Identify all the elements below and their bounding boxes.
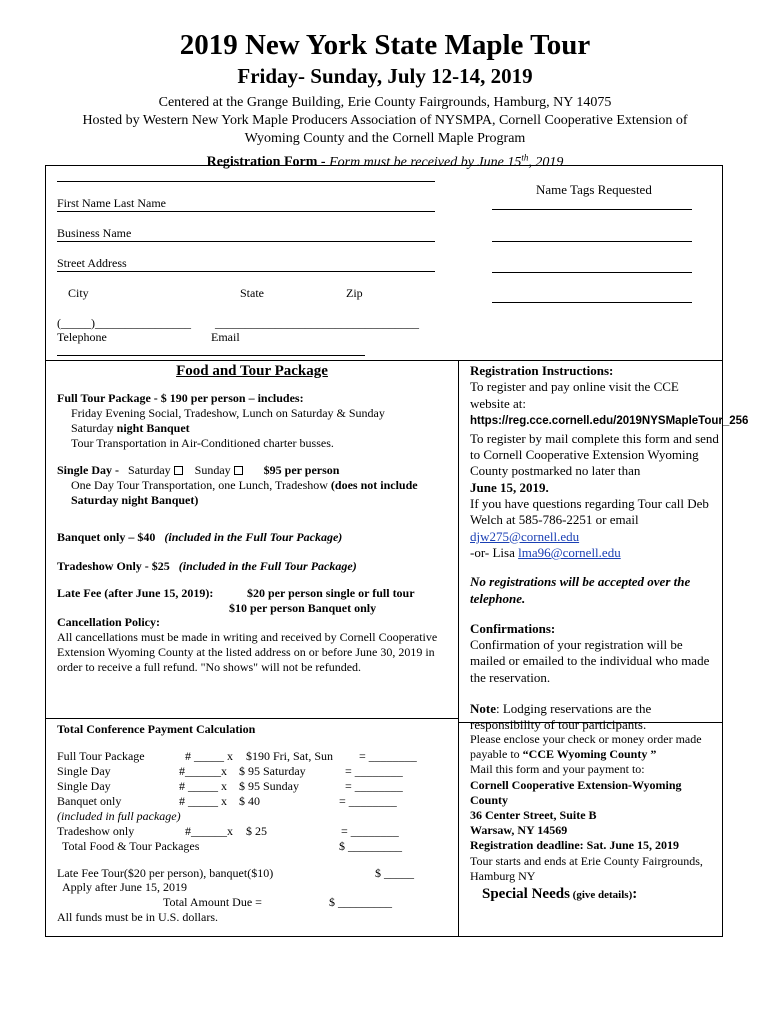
single-day-includes: One Day Tour Transportation, one Lunch, Tradeshow xyxy=(71,478,331,492)
email-link-deb[interactable]: djw275@cornell.edu xyxy=(470,528,580,544)
email-label: Email xyxy=(211,330,240,344)
street-address-label: Street Address xyxy=(57,256,127,270)
email-link-lisa[interactable]: lma96@cornell.edu xyxy=(518,544,621,560)
event-dates: Friday- Sunday, July 12-14, 2019 xyxy=(237,64,533,88)
first-last-name-field[interactable] xyxy=(57,181,435,182)
registration-deadline-final: Registration deadline: Sat. June 15, 2019 xyxy=(470,838,680,853)
mail-street: 36 Center Street, Suite B xyxy=(470,808,597,823)
payment-title: Total Conference Payment Calculation xyxy=(57,722,256,736)
mail-org: Cornell Cooperative Extension-Wyoming County xyxy=(470,777,682,807)
city-label: City xyxy=(68,286,89,300)
no-phone-registration: No registrations will be accepted over the telephone. xyxy=(470,574,691,606)
zip-label: Zip xyxy=(346,286,363,300)
full-tour-includes-1: Friday Evening Social, Tradeshow, Lunch on Saturday & Sunday xyxy=(71,406,385,420)
full-tour-amount-field[interactable]: = ________ xyxy=(359,749,417,763)
section-divider-left xyxy=(45,718,459,719)
special-needs-label: Special Needs (give details): xyxy=(482,886,638,903)
total-due-amount-field[interactable]: $ _________ xyxy=(329,895,392,909)
state-label: State xyxy=(240,286,264,300)
banquet-amount-field[interactable]: = ________ xyxy=(339,794,397,808)
instructions-title: Registration Instructions: xyxy=(470,363,614,378)
sunday-amount-field[interactable]: = ________ xyxy=(345,779,403,793)
payment-row-sunday: Single Day # _____ x $ 95 Sunday = ________ xyxy=(57,779,403,793)
instructions-contact: If you have questions regarding Tour call Deb Welch at 585-786-2251 or email xyxy=(470,496,709,528)
late-fee-label: Late Fee (after June 15, 2019): xyxy=(57,586,214,600)
included-note: (included in full package) xyxy=(57,809,181,823)
hosts-line-2: Wyoming County and the Cornell Maple Program xyxy=(244,131,526,146)
instructions-online: To register and pay online visit the CCE website at: xyxy=(470,379,679,411)
payment-row-saturday: Single Day #______x $ 95 Saturday = ________ xyxy=(57,764,403,778)
late-fee-apply: Apply after June 15, 2019 xyxy=(62,880,187,894)
late-fee-amount-field[interactable]: $ _____ xyxy=(375,866,414,880)
full-tour-title: Full Tour Package - $ 190 per person – includes: xyxy=(57,391,304,405)
full-tour-includes-3: Tour Transportation in Air-Conditioned charter busses. xyxy=(71,436,334,450)
section-divider-top xyxy=(45,360,723,361)
single-day-excludes-2: Saturday night Banquet) xyxy=(71,493,199,507)
tour-start-location: Tour starts and ends at Erie County Fairgrounds, Hamburg NY xyxy=(470,853,703,883)
saturday-checkbox[interactable] xyxy=(174,466,183,475)
confirmations-text: Confirmation of your registration will be mailed or emailed to the individual who made the reservation. xyxy=(470,637,710,685)
column-divider xyxy=(458,360,459,937)
mail-to-label: Mail this form and your payment to: xyxy=(470,762,645,777)
registration-url-link[interactable]: https://reg.cce.cornell.edu/2019NYSMapleTour_256 xyxy=(470,414,749,427)
name-tag-field-3[interactable] xyxy=(492,272,692,273)
confirmations-title: Confirmations: xyxy=(470,620,556,636)
mail-instructions xyxy=(470,732,718,903)
tradeshow-only: Tradeshow Only - $25 (included in the Full Tour Package) xyxy=(57,559,357,573)
telephone-label: Telephone xyxy=(57,330,107,344)
form-header xyxy=(0,28,770,172)
late-fee-single: $20 per person single or full tour xyxy=(247,586,415,600)
saturday-option-label: Saturday xyxy=(128,463,171,477)
contact-bottom-rule xyxy=(57,355,365,356)
postmark-deadline: June 15, 2019. xyxy=(470,479,549,495)
funds-note: All funds must be in U.S. dollars. xyxy=(57,910,218,924)
name-tag-field-4[interactable] xyxy=(492,302,692,303)
registration-deadline: Form must be received by June 15th, 2019 xyxy=(329,152,564,170)
payable-to: Please enclose your check or money order made payable to “CCE Wyoming County ” xyxy=(470,732,702,762)
payment-row-total-food: Total Food & Tour Packages $ _________ xyxy=(62,839,402,853)
sunday-checkbox[interactable] xyxy=(234,466,243,475)
or-lisa: -or- Lisa xyxy=(470,544,519,560)
page-title: 2019 New York State Maple Tour xyxy=(179,29,591,61)
food-heading: Food and Tour Package xyxy=(176,363,328,379)
registration-form-label: Registration Form - xyxy=(206,154,326,170)
full-tour-package xyxy=(57,391,452,451)
first-last-name-label: First Name Last Name xyxy=(57,196,166,210)
total-food-amount-field[interactable]: $ _________ xyxy=(339,839,402,853)
telephone-field[interactable]: (_____)________________ xyxy=(57,316,191,330)
payment-row-total-due: Total Amount Due = $ _________ xyxy=(163,895,392,909)
single-day-package xyxy=(57,463,452,508)
mail-city: Warsaw, NY 14569 xyxy=(470,823,568,838)
payment-row-banquet: Banquet only # _____ x $ 40 = ________ xyxy=(57,794,397,808)
saturday-amount-field[interactable]: = ________ xyxy=(345,764,403,778)
name-tag-field-2[interactable] xyxy=(492,241,692,242)
late-fee-banquet: $10 per person Banquet only xyxy=(229,601,377,615)
name-tag-field-1[interactable] xyxy=(492,209,692,210)
hosts-line: Hosted by Western New York Maple Producers Association of NYSMPA, Cornell Cooperative Extension of xyxy=(82,113,688,128)
name-tags-heading: Name Tags Requested xyxy=(536,182,652,197)
venue-line: Centered at the Grange Building, Erie County Fairgrounds, Hamburg, NY 14075 xyxy=(158,95,612,110)
lodging-note: Note: Lodging reservations are the responsibility of tour participants. xyxy=(470,701,652,733)
payment-row-late-fee: Late Fee Tour($20 per person), banquet($10) $ _____ xyxy=(57,866,414,880)
cancellation-title: Cancellation Policy: xyxy=(57,615,160,629)
banquet-only: Banquet only – $40 (included in the Full Tour Package) xyxy=(57,530,343,544)
cancellation-text: All cancellations must be made in writing and received by Cornell Cooperative Extension Wyoming County at the listed address on or before June 30, 2019 in order to receive a full refund. "No shows" will not be refunded. xyxy=(57,630,438,674)
business-name-label: Business Name xyxy=(57,226,132,240)
single-day-excludes: (does not include xyxy=(330,478,418,492)
email-field[interactable]: __________________________________ xyxy=(215,316,419,330)
full-tour-includes-2: Saturday night Banquet xyxy=(71,421,190,435)
single-day-label: Single Day - xyxy=(57,463,120,477)
payment-row-tradeshow: Tradeshow only #______x $ 25 = ________ xyxy=(57,824,399,838)
city-state-zip-field[interactable] xyxy=(57,271,435,272)
tradeshow-amount-field[interactable]: = ________ xyxy=(341,824,399,838)
instructions-mail: To register by mail complete this form and send to Cornell Cooperative Extension Wyoming County postmarked no later than xyxy=(470,430,719,479)
special-needs-field[interactable] xyxy=(470,900,715,932)
single-day-price: $95 per person xyxy=(263,463,340,477)
payment-row-full: Full Tour Package # _____ x $190 Fri, Sat, Sun = ________ xyxy=(57,749,417,763)
business-name-field[interactable] xyxy=(57,211,435,212)
registration-instructions xyxy=(470,363,749,734)
sunday-option-label: Sunday xyxy=(194,463,231,477)
street-address-field[interactable] xyxy=(57,241,435,242)
